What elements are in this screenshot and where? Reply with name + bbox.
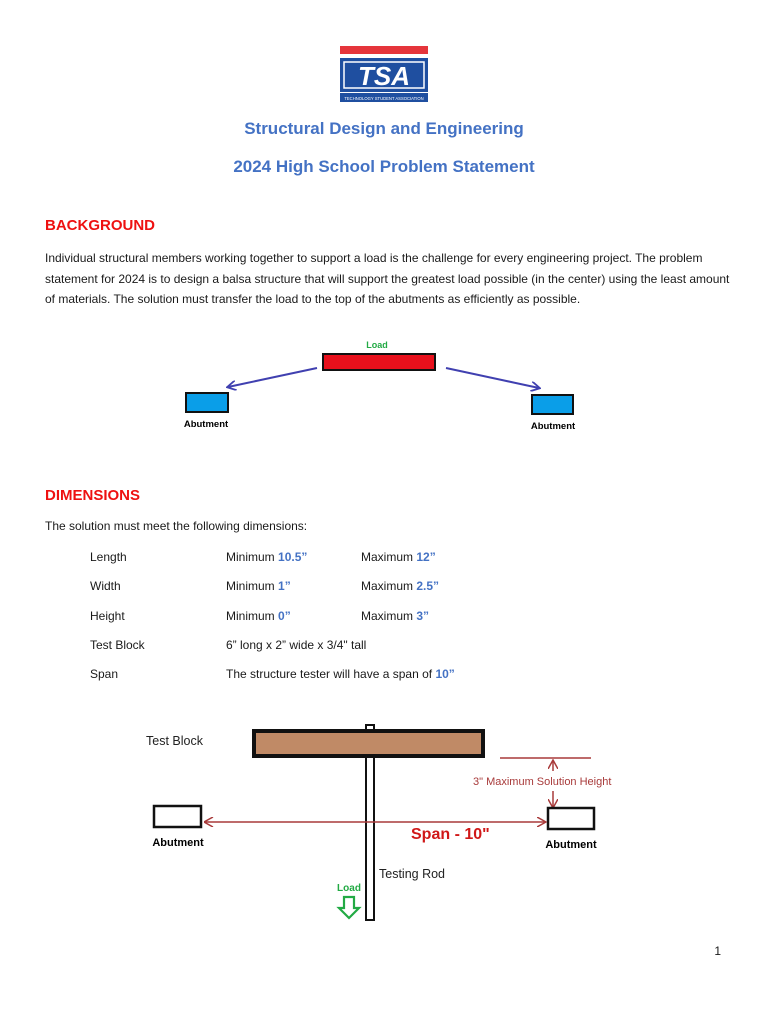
title-line-1: Structural Design and Engineering (244, 119, 524, 138)
row-maximum: Maximum 2.5” (361, 579, 440, 593)
right-abutment-label: Abutment (530, 421, 576, 432)
row-minimum: Minimum 0” (226, 609, 291, 623)
load-transfer-diagram (170, 335, 600, 440)
span-label: Span - 10" (411, 826, 490, 843)
test-setup-diagram (130, 715, 650, 930)
test-block (254, 731, 483, 756)
load-block (323, 354, 435, 370)
row-label: Length (90, 550, 127, 564)
logo-text: TSA (358, 61, 410, 91)
right-abutment-label: Abutment (545, 839, 597, 851)
row-label: Width (90, 579, 121, 593)
load-label: Load (337, 883, 361, 894)
dimension-row-height (90, 609, 650, 627)
right-abutment-block (532, 395, 573, 414)
row-maximum: Maximum 3” (361, 609, 430, 623)
row-minimum: Minimum 10.5” (226, 550, 308, 564)
dimension-row-span (90, 667, 650, 685)
page-number: 1 (714, 944, 721, 958)
left-abutment-block (186, 393, 228, 412)
background-paragraph: Individual structural members working together to support a load is the challenge for every engineering project. The problem statement for 2024 is to design a balsa structure that will support the greatest load possible (in the center) using the least amount of materials. The solution must transfer the load to the top of the abutments as efficiently as possible. (45, 251, 730, 306)
logo-subtitle: TECHNOLOGY STUDENT ASSOCIATION (344, 96, 424, 101)
test-block-label: Test Block (146, 734, 203, 748)
background-heading: BACKGROUND (45, 217, 155, 234)
right-abutment-outline (548, 808, 594, 829)
left-abutment-outline (154, 806, 201, 827)
load-arrow-icon (339, 897, 359, 918)
testing-rod-label: Testing Rod (379, 867, 446, 881)
dimension-row-test-block (90, 638, 650, 656)
dimension-row-length (90, 550, 650, 568)
load-arrow-right (446, 368, 539, 388)
row-text: 6” long x 2” wide x 3/4" tall (226, 638, 367, 652)
dimensions-intro: The solution must meet the following dimensions: (45, 519, 308, 533)
left-abutment-label: Abutment (183, 419, 229, 430)
left-abutment-label: Abutment (152, 837, 204, 849)
row-text: The structure tester will have a span of 10” (226, 667, 455, 681)
row-label: Height (90, 609, 125, 623)
tsa-logo (340, 46, 428, 104)
dimension-row-width (90, 579, 650, 597)
row-minimum: Minimum 1” (226, 579, 291, 593)
row-label: Test Block (90, 638, 145, 652)
row-maximum: Maximum 12” (361, 550, 436, 564)
height-label: 3" Maximum Solution Height (473, 776, 612, 788)
load-arrow-left (228, 368, 317, 387)
title-line-2: 2024 High School Problem Statement (233, 157, 535, 176)
load-label: Load (366, 340, 388, 350)
row-label: Span (90, 667, 119, 681)
dimensions-heading: DIMENSIONS (45, 487, 141, 504)
